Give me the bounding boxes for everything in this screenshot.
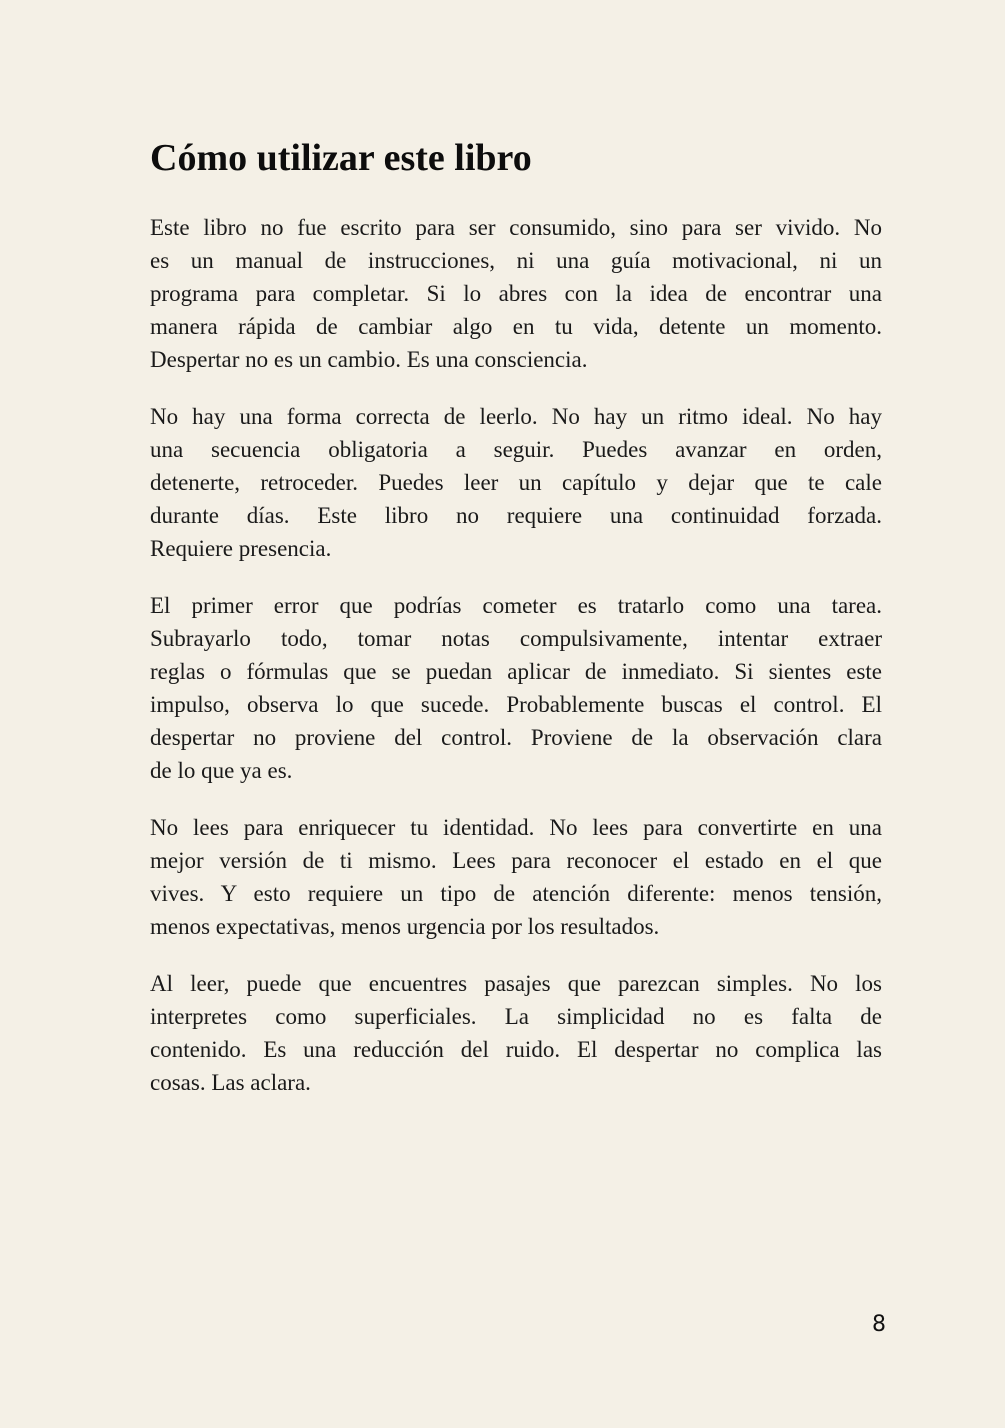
text-line: una secuencia obligatoria a seguir. Puedes avanzar en orden, — [150, 437, 882, 462]
paragraph — [150, 211, 882, 376]
paragraph — [150, 811, 882, 943]
text-line: Subrayarlo todo, tomar notas compulsivamente, intentar extraer — [150, 626, 882, 651]
text-line: es un manual de instrucciones, ni una guía motivacional, ni un — [150, 248, 882, 273]
text-line: cosas. Las aclara. — [150, 1070, 311, 1095]
text-line: programa para completar. Si lo abres con la idea de encontrar una — [150, 281, 882, 306]
text-line: mejor versión de ti mismo. Lees para reconocer el estado en el que — [150, 848, 882, 873]
text-line: durante días. Este libro no requiere una continuidad forzada. — [150, 503, 882, 528]
paragraph — [150, 400, 882, 565]
text-line: detenerte, retroceder. Puedes leer un capítulo y dejar que te cale — [150, 470, 882, 495]
paragraph — [150, 589, 882, 787]
text-line: Despertar no es un cambio. Es una consciencia. — [150, 347, 588, 372]
text-line: despertar no proviene del control. Proviene de la observación clara — [150, 725, 882, 750]
text-line: de lo que ya es. — [150, 758, 293, 783]
text-line: No lees para enriquecer tu identidad. No lees para convertirte en una — [150, 815, 882, 840]
text-line: interpretes como superficiales. La simplicidad no es falta de — [150, 1004, 882, 1029]
text-line: Al leer, puede que encuentres pasajes que parezcan simples. No los — [150, 971, 882, 996]
text-line: contenido. Es una reducción del ruido. El despertar no complica las — [150, 1037, 882, 1062]
paragraph — [150, 967, 882, 1099]
text-line: El primer error que podrías cometer es tratarlo como una tarea. — [150, 593, 882, 618]
text-line: Requiere presencia. — [150, 536, 332, 561]
text-line: impulso, observa lo que sucede. Probablemente buscas el control. El — [150, 692, 882, 717]
text-line: menos expectativas, menos urgencia por los resultados. — [150, 914, 660, 939]
body-text — [150, 211, 882, 1123]
text-line: vives. Y esto requiere un tipo de atención diferente: menos tensión, — [150, 881, 882, 906]
text-line: No hay una forma correcta de leerlo. No hay un ritmo ideal. No hay — [150, 404, 882, 429]
text-line: Este libro no fue escrito para ser consumido, sino para ser vivido. No — [150, 215, 882, 240]
text-line: manera rápida de cambiar algo en tu vida, detente un momento. — [150, 314, 882, 339]
page-number: 8 — [872, 1312, 886, 1337]
text-line: reglas o fórmulas que se puedan aplicar de inmediato. Si sientes este — [150, 659, 882, 684]
page-title: Cómo utilizar este libro — [150, 137, 532, 179]
